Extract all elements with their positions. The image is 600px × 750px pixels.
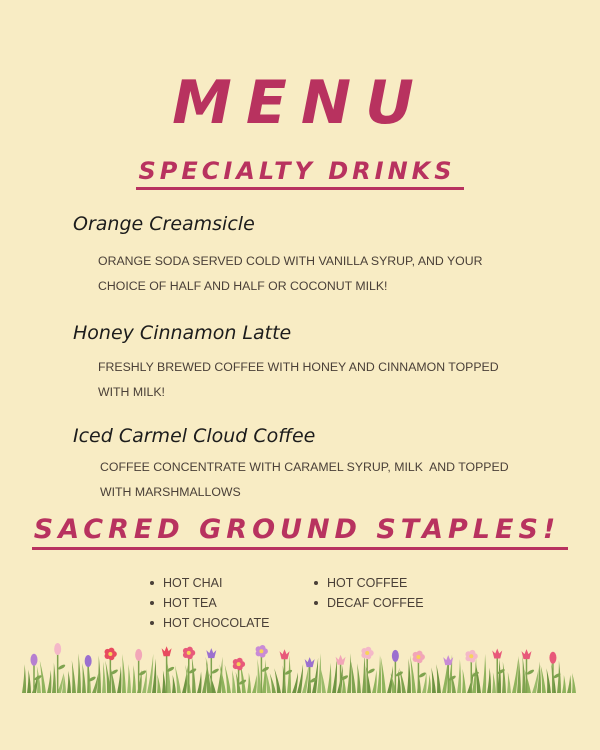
staples-heading-text: SACRED GROUND STAPLES!	[32, 514, 568, 550]
list-item: HOT CHOCOLATE	[149, 613, 270, 633]
grass-blade-icon	[27, 670, 31, 693]
grass-blade-icon	[97, 656, 101, 693]
grass-blade-icon	[274, 668, 281, 693]
grass-blade-icon	[67, 671, 71, 693]
grass-blade-icon	[72, 660, 76, 693]
grass-blade-icon	[492, 672, 496, 693]
specialty-drinks-heading	[0, 157, 600, 190]
grass-blade-icon	[572, 673, 576, 693]
grass-blade-icon	[232, 670, 236, 693]
grass-blade-icon	[292, 672, 298, 693]
grass-blade-icon	[77, 653, 81, 693]
list-item: HOT TEA	[149, 593, 270, 613]
grass-blade-icon	[512, 658, 518, 693]
grass-blade-icon	[562, 675, 566, 693]
grass-blade-icon	[431, 667, 436, 693]
grass-blade-icon	[252, 675, 257, 693]
grass-blade-icon	[457, 659, 461, 693]
grass-blade-icon	[192, 655, 196, 693]
menu-title: MENU	[172, 68, 428, 138]
grass-blade-icon	[407, 659, 411, 693]
grass-blade-icon	[102, 662, 106, 693]
grass-blade-icon	[47, 670, 51, 693]
grass-blade-icon	[197, 672, 202, 693]
drink-name-honey-cinnamon-latte: Honey Cinnamon Latte	[73, 322, 292, 344]
grass-blade-icon	[546, 668, 551, 693]
grass-blade-icon	[157, 674, 161, 693]
grass-blade-icon	[381, 657, 386, 693]
grass-blade-icon	[247, 673, 251, 693]
drink-description-line: COFFEE CONCENTRATE WITH CARAMEL SYRUP, MILK AND TOPPED	[100, 460, 509, 474]
grass-blade-icon	[257, 659, 261, 693]
grass-blade-icon	[122, 654, 126, 693]
drink-description-honey-cinnamon-latte	[98, 355, 508, 405]
grass-blade-icon	[172, 675, 176, 693]
drink-description-line: WITH MARSHMALLOWS	[100, 485, 241, 499]
grass-blade-icon	[297, 664, 303, 693]
flower-border-decoration	[20, 635, 580, 695]
grass-blade-icon	[82, 663, 86, 693]
grass-blade-icon	[427, 674, 431, 693]
grass-blade-icon	[357, 663, 361, 693]
list-item: HOT COFFEE	[313, 573, 424, 593]
grass-blade-icon	[175, 665, 181, 693]
drink-description-line: CHOICE OF HALF AND HALF OR COCONUT MILK!	[98, 279, 388, 293]
grass-blade-icon	[327, 663, 331, 693]
grass-blade-icon	[567, 675, 571, 693]
grass-blade-icon	[362, 654, 366, 693]
drink-name-orange-creamsicle: Orange Creamsicle	[73, 213, 255, 235]
grass-blade-icon	[225, 664, 231, 693]
staples-heading	[0, 514, 600, 550]
drink-description-line: FRESHLY BREWED COFFEE WITH HONEY AND CINNAMON TOPPED	[98, 360, 499, 374]
drink-description-line: ORANGE SODA SERVED COLD WITH VANILLA SYRUP, AND YOUR	[98, 254, 483, 268]
list-item: DECAF COFFEE	[313, 593, 424, 613]
staples-list-left	[149, 573, 270, 633]
grass-blade-icon	[436, 664, 441, 693]
drink-description-iced-carmel-cloud-coffee	[100, 455, 510, 505]
grass-blade-icon	[462, 669, 466, 693]
grass-blade-icon	[482, 654, 486, 693]
grass-blade-icon	[132, 665, 136, 693]
staples-list-right	[313, 573, 424, 613]
grass-blade-icon	[22, 664, 26, 693]
grass-blade-icon	[270, 673, 276, 693]
grass-blade-icon	[502, 662, 506, 693]
grass-blade-icon	[52, 663, 56, 693]
grass-blade-icon	[127, 664, 131, 693]
drink-name-iced-carmel-cloud-coffee: Iced Carmel Cloud Coffee	[73, 425, 316, 447]
grass-blade-icon	[347, 653, 351, 693]
specialty-drinks-heading-text: SPECIALTY DRINKS	[136, 157, 463, 190]
grass-blade-icon	[541, 665, 546, 693]
grass-blade-icon	[487, 668, 491, 693]
grass-blade-icon	[332, 658, 337, 693]
grass-blade-icon	[377, 655, 381, 693]
grass-blade-icon	[372, 670, 377, 693]
grass-blade-icon	[32, 673, 38, 693]
grass-blade-icon	[507, 672, 511, 693]
grass-blade-icon	[351, 660, 356, 693]
drink-description-line: WITH MILK!	[98, 385, 165, 399]
grass-blade-icon	[147, 654, 153, 693]
drink-description-orange-creamsicle	[98, 249, 508, 299]
list-item: HOT CHAI	[149, 573, 270, 593]
grass-blade-icon	[162, 670, 166, 693]
grass-blade-icon	[262, 659, 266, 693]
